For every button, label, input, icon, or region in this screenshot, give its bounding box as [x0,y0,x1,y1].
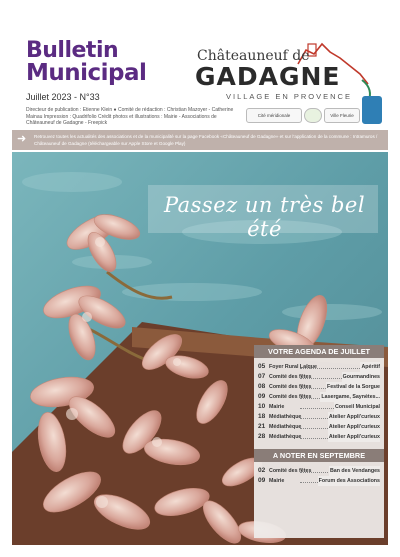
info-banner [12,130,388,150]
agenda-item: 10 Mairie Conseil Municipal [258,403,380,410]
badge-cite-meridionale: Cité méridionale [246,108,302,123]
badge-ville-fleurie: Ville Fleurie [324,108,360,123]
agenda-september-heading: A NOTER EN SEPTEMBRE [254,449,384,462]
logo-line-1: Châteauneuf de [197,48,310,64]
agenda-item: 28 Médiathèque Atelier Appli'curieux [258,433,380,440]
agenda-panel [254,345,384,538]
agenda-item: 09 Comité des fêtes Lasergame, Saynètes... [258,393,380,400]
arrow-right-icon: ➜ [17,133,27,145]
publication-credits: Directeur de publication : Etienne Klein ● Comité de rédaction : Christian Mazoyer - Catherine Mainau Impression : Quadrifolio Crédit photos et illustrations : Mairie - Associations de Châteauneuf de Gadagne - Freepick [26,107,234,126]
logo-line-3: VILLAGE EN PROVENCE [226,92,352,101]
title-line-1: Bulletin [26,38,119,63]
banner-text: Retrouvez toutes les actualités des associations et de la municipalité sur la page Facebook «Châteauneuf de Gadagne» et sur l'application de la commune : Intramuros / Châteauneuf de Gadagne (téléchargeable sur Apple Store et Google Play) [34,134,378,146]
issue-number: Juillet 2023 - N°33 [26,92,100,102]
agenda-item: 05 Foyer Rural Laïque Apéritif [258,363,380,370]
agenda-item: 18 Médiathèque Atelier Appli'curieux [258,413,380,420]
title-line-2: Municipal [26,60,147,86]
agenda-item: 09 Mairie Forum des Associations [258,477,380,484]
agenda-item: 21 Médiathèque Atelier Appli'curieux [258,423,380,430]
agenda-item: 07 Comité des fêtes Gourmandines [258,373,380,380]
town-logo [190,40,390,110]
agenda-item: 02 Comité des fêtes Ban des Vendanges [258,467,380,474]
badge-round-icon [304,108,322,123]
agenda-item: 08 Comité des fêtes Festival de la Sorgue [258,383,380,390]
badge-blue-emblem-icon [362,96,382,124]
logo-line-2: GADAGNE [195,62,341,91]
summer-slogan: Passez un très bel été [163,193,366,241]
bulletin-title [26,40,146,84]
agenda-july-heading: VOTRE AGENDA DE JUILLET [254,345,384,358]
